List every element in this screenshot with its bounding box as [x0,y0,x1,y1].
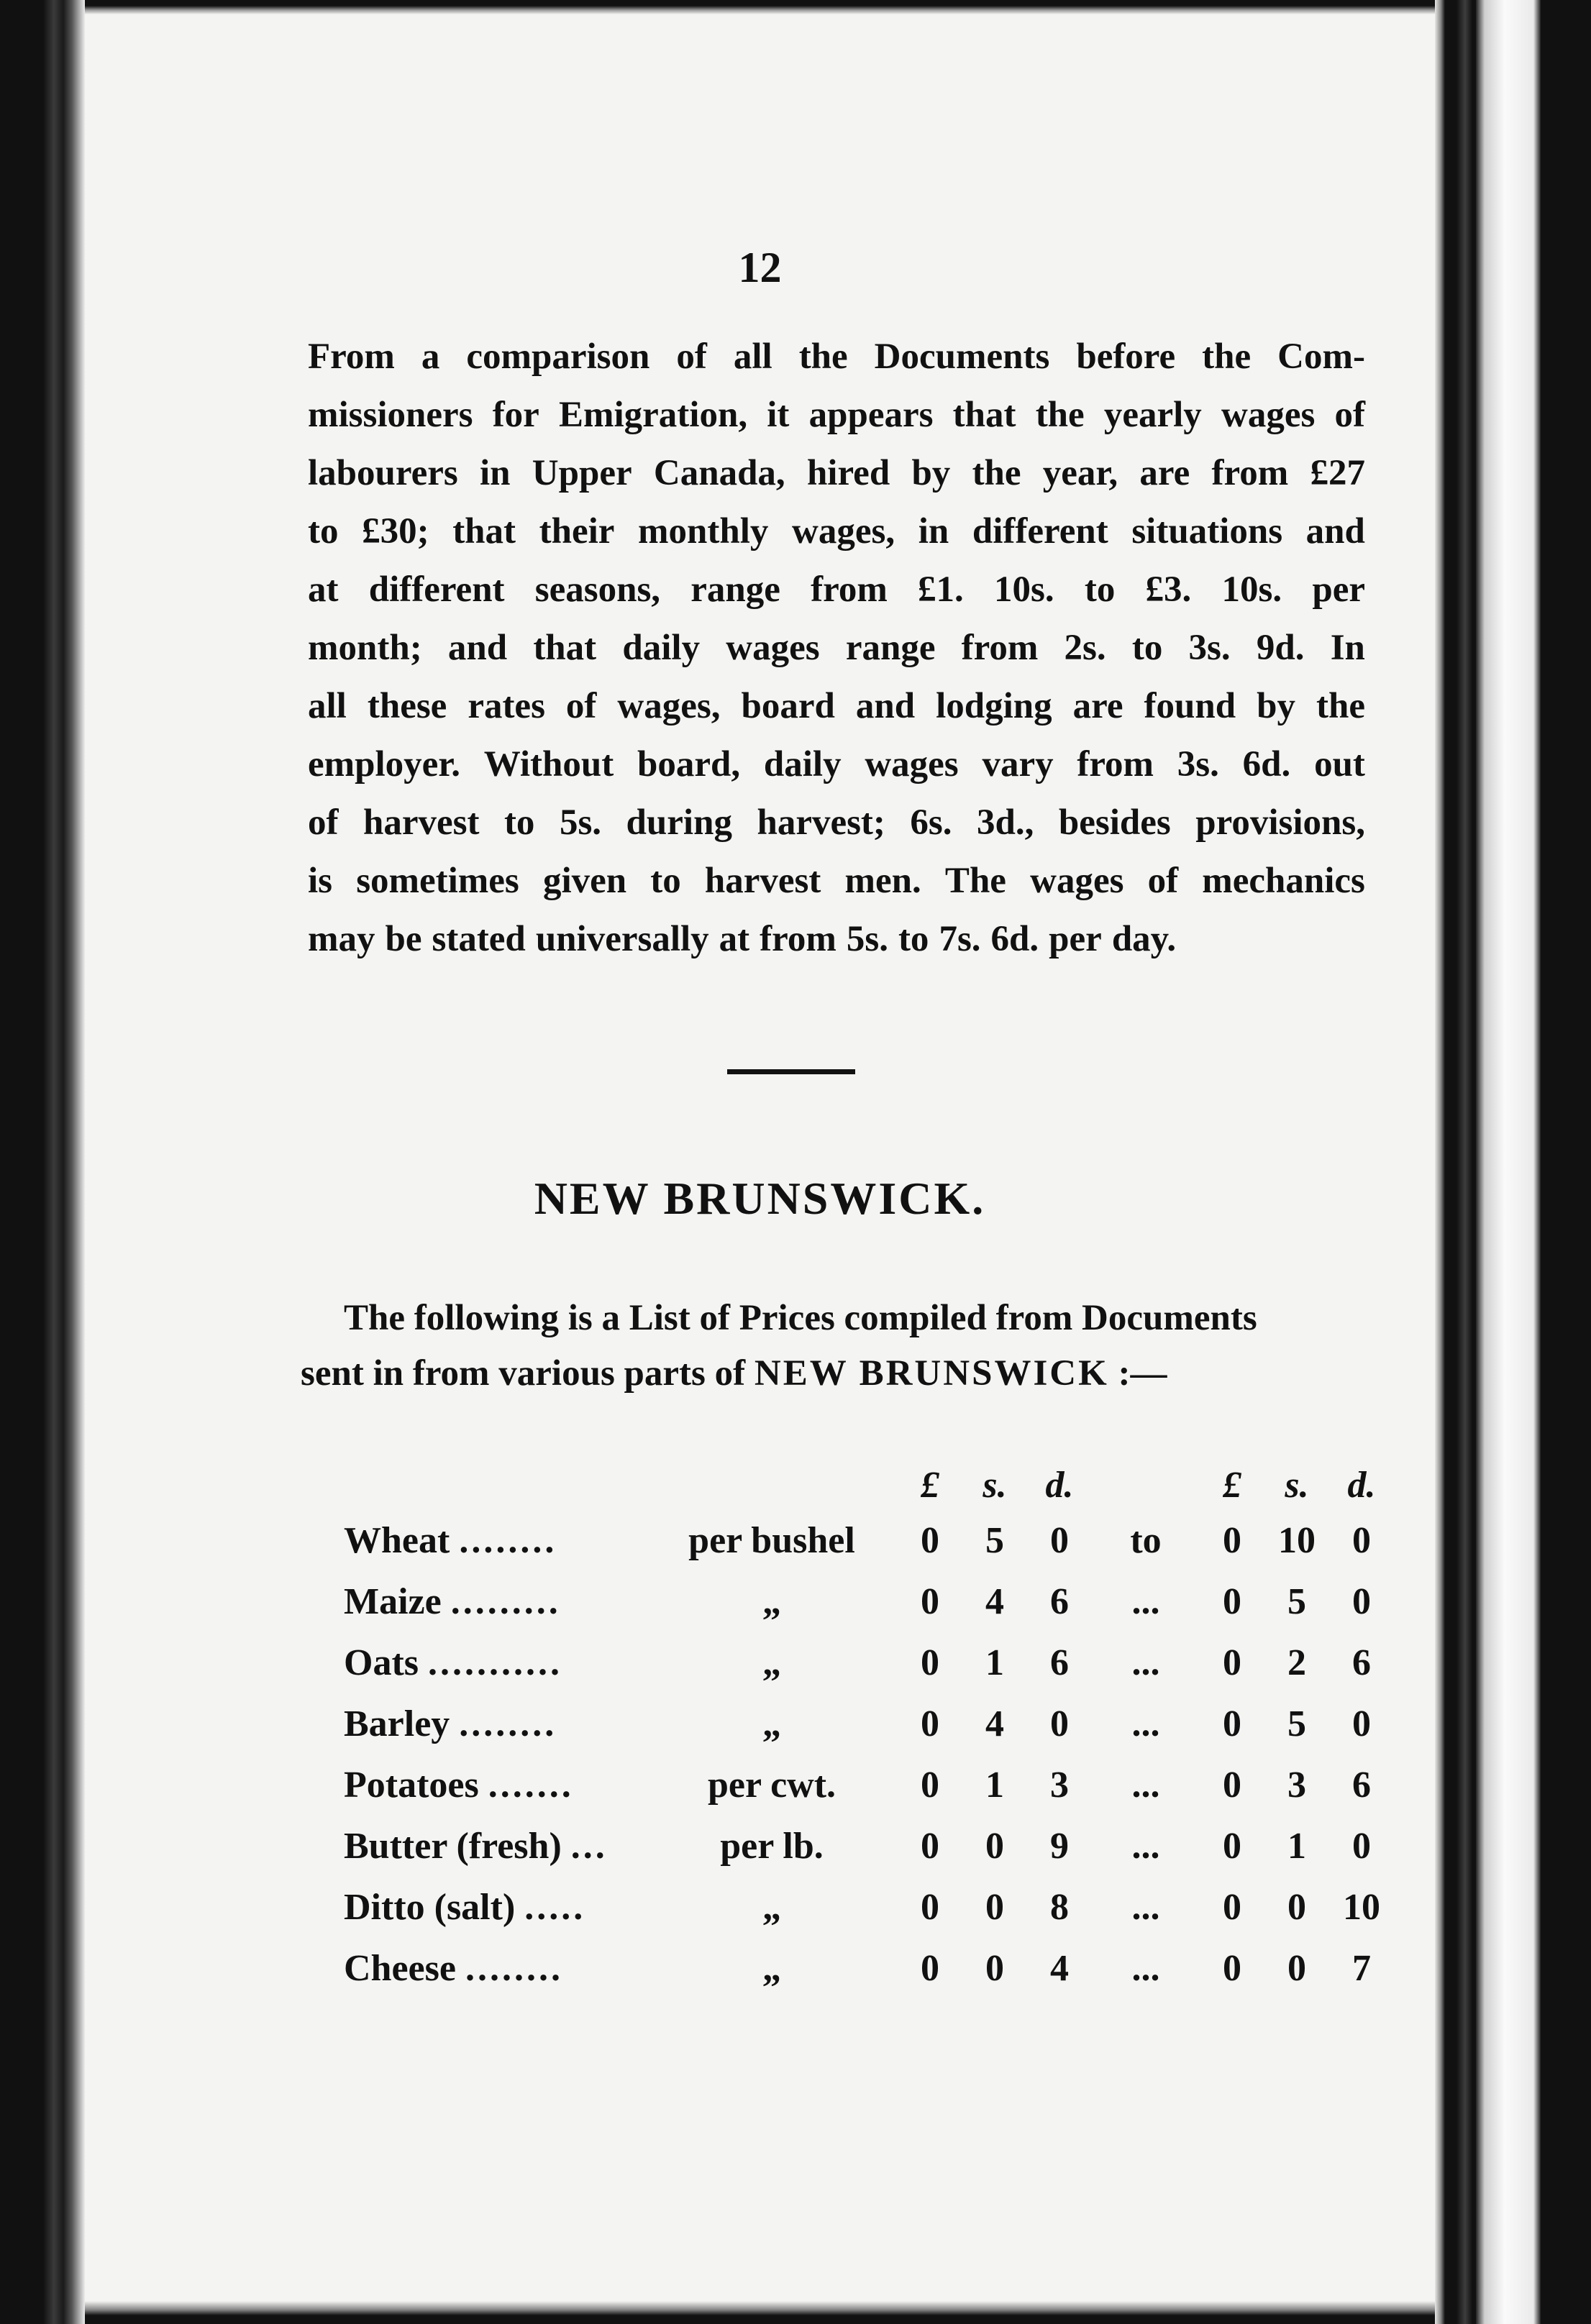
paragraph-word: all [308,686,347,726]
price-from-cell: 0 [985,1826,1004,1867]
price-to-cell: 0 [1223,1581,1241,1622]
price-from-cell: 6 [1050,1581,1069,1622]
price-from-cell: 0 [985,1887,1004,1928]
item-name: Maize [344,1581,451,1622]
price-to-cell: 0 [1223,1703,1241,1744]
paragraph-word: missioners [308,395,473,435]
paragraph-word: mechanics [1202,861,1365,901]
table-row [344,1632,1394,1693]
paragraph-word: from [760,919,836,959]
price-to-cell: 0 [1223,1642,1241,1683]
paragraph-word: The [944,861,1006,901]
price-to-cell: 0 [1223,1520,1241,1561]
intro-line-2 [301,1346,1365,1401]
leader-dots: ........ [459,1703,557,1744]
paragraph-word: Upper [532,453,632,493]
paragraph-word: these [367,686,447,726]
paragraph-word: 6d. [990,919,1039,959]
column-header: d. [1045,1464,1074,1506]
paragraph-line [308,386,1365,444]
paragraph-word: In [1330,628,1365,668]
paragraph-word: lodging [936,686,1052,726]
paragraph-word: found [1144,686,1236,726]
paragraph-word: day. [1111,919,1177,959]
unit-cell: per lb. [720,1826,824,1867]
price-to-cell: 5 [1287,1703,1306,1744]
paragraph-line [308,736,1365,794]
paragraph-word: 5s. [559,802,602,843]
paragraph-word: to [1131,628,1163,668]
price-table [344,1460,1394,1999]
price-to-cell: 0 [1352,1703,1371,1744]
paragraph-word: from [1211,453,1289,493]
paragraph-word: a [421,337,440,377]
paragraph-word: men. [844,861,921,901]
price-from-cell: 1 [985,1765,1004,1806]
paragraph-word: of [565,686,597,726]
item-cell [344,1877,646,1938]
paragraph-word: wages [865,744,959,784]
range-separator: ... [1131,1826,1160,1867]
paragraph-word: to [650,861,681,901]
paragraph-word: the [1202,337,1252,377]
paragraph-word: it [767,395,790,435]
paragraph-word: be [385,919,422,959]
unit-cell: „ [762,1887,781,1928]
intro-line-1: The following is a List of Prices compiled from Documents [344,1298,1257,1338]
header-spacer [1092,1460,1200,1510]
price-from-cell: 8 [1050,1887,1069,1928]
paragraph-word: wages, [617,686,721,726]
item-name: Barley [344,1703,460,1744]
paragraph-word: all [733,337,772,377]
paragraph-word: labourers [308,453,458,493]
paragraph-word: given [542,861,627,901]
column-header: s. [1285,1464,1309,1506]
paragraph-word: the [972,453,1021,493]
item-cell [344,1510,646,1571]
paragraph-word: £3. [1145,569,1192,610]
unit-cell: „ [762,1703,781,1744]
table-row [344,1938,1394,1999]
paragraph-word: 9d. [1256,628,1305,668]
paragraph-word: 3d., [977,802,1034,843]
paragraph-word: appears [808,395,934,435]
price-from-cell: 4 [1050,1948,1069,1989]
paragraph-word: 6s. [910,802,952,843]
book-page [85,14,1435,2301]
paragraph-word: from [811,569,888,610]
paragraph-word: £27 [1310,453,1365,493]
column-header: £ [1223,1464,1241,1506]
paragraph-word: besides [1058,802,1171,843]
paragraph-word: different [972,511,1108,552]
header-spacer [646,1460,898,1510]
paragraph-line [308,503,1365,561]
price-to-cell: 2 [1287,1642,1306,1683]
price-to-cell: 0 [1352,1520,1371,1561]
paragraph-word: £1. [918,569,964,610]
paragraph-word: range [845,628,936,668]
price-to-cell: 0 [1223,1948,1241,1989]
paragraph-word: comparison [466,337,650,377]
price-to-cell: 7 [1352,1948,1371,1989]
range-separator: ... [1131,1642,1160,1683]
paragraph-word: may [308,919,375,959]
price-from-cell: 0 [1050,1703,1069,1744]
price-from-cell: 4 [985,1581,1004,1622]
paragraph-line [308,328,1365,386]
paragraph-word: universally [535,919,709,959]
next-page-edge [1476,0,1541,2324]
column-header: £ [921,1464,939,1506]
paragraph-word: stated [432,919,526,959]
paragraph-word: 7s. [939,919,981,959]
item-cell [344,1755,646,1816]
paragraph-word: their [539,511,615,552]
price-to-cell: 0 [1352,1826,1371,1867]
paragraph-word: 2s. [1064,628,1106,668]
paragraph-word: in [918,511,949,552]
paragraph-line [308,444,1365,503]
paragraph-word: sometimes [356,861,519,901]
paragraph-word: harvest; [757,802,885,843]
paragraph-word: Emigration, [559,395,748,435]
item-name: Oats [344,1642,428,1683]
range-separator: ... [1131,1703,1160,1744]
paragraph-word: From [308,337,395,377]
item-cell [344,1632,646,1693]
price-to-cell: 6 [1352,1642,1371,1683]
table-row [344,1571,1394,1632]
paragraph-word: and [855,686,916,726]
column-header: s. [983,1464,1007,1506]
leader-dots: ....... [488,1765,574,1806]
table-row [344,1755,1394,1816]
paragraph-line [308,561,1365,619]
paragraph-word: for [492,395,539,435]
range-separator: ... [1131,1581,1160,1622]
price-from-cell: 0 [921,1703,939,1744]
price-from-cell: 0 [921,1765,939,1806]
price-from-cell: 9 [1050,1826,1069,1867]
paragraph-word: board [741,686,835,726]
item-name: Butter (fresh) [344,1826,571,1867]
paragraph-word: during [626,802,732,843]
paragraph-word: monthly [638,511,769,552]
item-name: Ditto (salt) [344,1887,525,1928]
unit-cell: „ [762,1581,781,1622]
item-cell [344,1693,646,1755]
paragraph-word: and [1305,511,1365,552]
price-from-cell: 6 [1050,1642,1069,1683]
paragraph-word: 10s. [1221,569,1282,610]
scan-border-left [0,0,85,2324]
paragraph-word: per [1049,919,1102,959]
paragraph-word: wages [1030,861,1124,901]
paragraph-word: that [533,628,597,668]
price-from-cell: 0 [921,1642,939,1683]
price-to-cell: 6 [1352,1765,1371,1806]
price-from-cell: 3 [1050,1765,1069,1806]
section-divider [727,1069,855,1074]
price-from-cell: 0 [921,1948,939,1989]
paragraph-word: before [1076,337,1176,377]
price-from-cell: 0 [985,1948,1004,1989]
price-to-cell: 10 [1343,1887,1380,1928]
leader-dots: ......... [450,1581,561,1622]
intro-line-2-prefix: sent in from various parts of [301,1353,746,1394]
paragraph-word: 3s. [1177,744,1219,784]
paragraph-word: by [911,453,951,493]
price-from-cell: 0 [1050,1520,1069,1561]
price-from-cell: 0 [921,1887,939,1928]
paragraph-word: daily [622,628,701,668]
paragraph-word: of [1147,861,1179,901]
paragraph-word: different [368,569,505,610]
paragraph-word: that [952,395,1016,435]
paragraph-word: 6d. [1242,744,1291,784]
paragraph-word: range [690,569,780,610]
paragraph-word: of [676,337,707,377]
price-to-cell: 0 [1223,1765,1241,1806]
unit-cell: per bushel [688,1520,855,1561]
paragraph-word: yearly [1103,395,1202,435]
paragraph-word: the [1035,395,1085,435]
item-name: Potatoes [344,1765,488,1806]
intro-region-name: NEW BRUNSWICK [754,1353,1109,1394]
paragraph-word: 3s. [1188,628,1231,668]
paragraph-word: to [308,511,339,552]
paragraph-word: harvest [363,802,480,843]
range-separator: to [1130,1520,1162,1561]
item-cell [344,1571,646,1632]
price-to-cell: 0 [1223,1826,1241,1867]
paragraph-word: and [447,628,508,668]
section-heading: NEW BRUNSWICK. [534,1173,986,1224]
price-to-cell: 1 [1287,1826,1306,1867]
range-separator: ... [1131,1765,1160,1806]
price-from-cell: 1 [985,1642,1004,1683]
paragraph-word: is [308,861,333,901]
column-header: d. [1347,1464,1376,1506]
paragraph-word: wages [1221,395,1316,435]
table-row [344,1816,1394,1877]
paragraph-word: Documents [874,337,1050,377]
paragraph-word: hired [806,453,890,493]
paragraph-word: the [798,337,848,377]
table-header-row [344,1460,1394,1510]
price-to-cell: 0 [1287,1948,1306,1989]
price-to-cell: 10 [1278,1520,1316,1561]
paragraph-word: of [1334,395,1365,435]
paragraph-word: board, [637,744,741,784]
paragraph-word: daily [763,744,842,784]
paragraph-word: Canada, [653,453,785,493]
leader-dots: ..... [524,1887,586,1928]
paragraph-word: Com- [1277,337,1365,377]
price-to-cell: 5 [1287,1581,1306,1622]
paragraph-word: at [719,919,750,959]
page-number: 12 [738,244,782,291]
header-spacer [344,1460,646,1510]
range-separator: ... [1131,1948,1160,1989]
paragraph-word: in [479,453,511,493]
item-name: Wheat [344,1520,460,1561]
paragraph-line [308,910,1365,969]
price-from-cell: 0 [921,1520,939,1561]
price-to-cell: 0 [1352,1581,1371,1622]
paragraph-word: situations [1131,511,1283,552]
price-to-cell: 3 [1287,1765,1306,1806]
price-from-cell: 4 [985,1703,1004,1744]
paragraph-word: are [1072,686,1123,726]
paragraph-word: the [1316,686,1365,726]
paragraph-word: harvest [704,861,821,901]
leader-dots: ... [570,1826,608,1867]
unit-cell: „ [762,1642,781,1683]
price-to-cell: 0 [1223,1887,1241,1928]
paragraph-word: of [308,802,339,843]
table-row [344,1693,1394,1755]
paragraph-line [308,852,1365,910]
paragraph-word: Without [483,744,614,784]
paragraph-word: £30; [362,511,429,552]
scan-border-top [85,0,1435,14]
paragraph-word: from [961,628,1039,668]
paragraph-word: 10s. [994,569,1054,610]
table-row [344,1510,1394,1571]
leader-dots: ........ [459,1520,557,1561]
price-from-cell: 5 [985,1520,1004,1561]
paragraph-word: month; [308,628,422,668]
leader-dots: ........... [428,1642,562,1683]
scan-border-bottom [85,2301,1435,2324]
price-from-cell: 0 [921,1581,939,1622]
range-separator: ... [1131,1887,1160,1928]
paragraph-word: to [503,802,535,843]
paragraph-line [308,794,1365,852]
item-cell [344,1938,646,1999]
wages-paragraph [308,328,1365,969]
paragraph-word: year, [1042,453,1118,493]
paragraph-word: from [1077,744,1154,784]
paragraph-word: provisions, [1195,802,1365,843]
paragraph-word: per [1312,569,1365,610]
paragraph-word: that [452,511,516,552]
item-cell [344,1816,646,1877]
price-to-cell: 0 [1287,1887,1306,1928]
price-from-cell: 0 [921,1826,939,1867]
paragraph-line [308,619,1365,677]
paragraph-line [308,677,1365,736]
unit-cell: per cwt. [707,1765,836,1806]
paragraph-word: to [898,919,929,959]
paragraph-word: are [1139,453,1190,493]
paragraph-word: wages [726,628,820,668]
paragraph-word: wages, [792,511,895,552]
item-name: Cheese [344,1948,465,1989]
intro-paragraph [301,1291,1365,1401]
table-row [344,1877,1394,1938]
paragraph-word: employer. [308,744,460,784]
unit-cell: „ [762,1948,781,1989]
paragraph-word: 5s. [846,919,888,959]
paragraph-word: at [308,569,339,610]
paragraph-word: vary [982,744,1054,784]
leader-dots: ........ [465,1948,563,1989]
paragraph-word: seasons, [534,569,661,610]
paragraph-word: out [1314,744,1365,784]
paragraph-word: by [1257,686,1295,726]
paragraph-word: to [1084,569,1116,610]
paragraph-word: rates [468,686,545,726]
intro-line-2-suffix: :— [1118,1353,1167,1394]
